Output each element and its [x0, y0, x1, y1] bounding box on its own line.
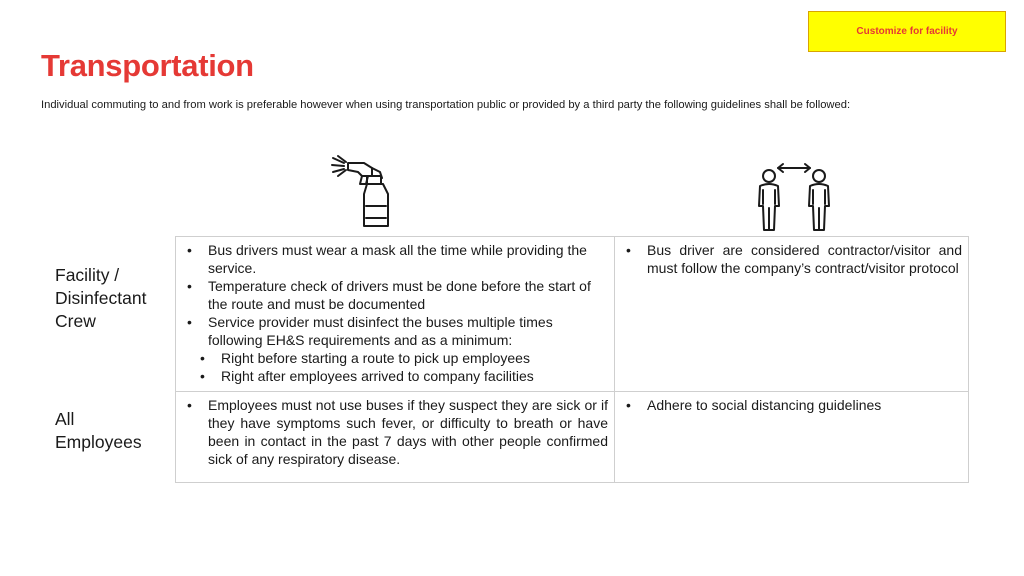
- facility-crew-right-cell: [615, 237, 969, 392]
- list-item: • Bus drivers must wear a mask all the time while providing the service.: [182, 241, 608, 277]
- customize-badge-label: Customize for facility: [856, 26, 958, 37]
- table-row: [176, 237, 969, 392]
- sub-list-item: • Right before starting a route to pick up employees: [195, 349, 608, 367]
- list-item: • Temperature check of drivers must be done before the start of the route and must be documented: [182, 277, 608, 313]
- list-item: • Adhere to social distancing guidelines: [621, 396, 962, 414]
- guidelines-table: [175, 236, 969, 483]
- customize-badge: [808, 11, 1006, 52]
- spray-bottle-icon: [330, 154, 396, 230]
- all-employees-right-cell: [615, 392, 969, 483]
- social-distancing-icon: [752, 160, 836, 232]
- page-subtitle: Individual commuting to and from work is preferable however when using transportation public or provided by a third party the following guidelines shall be followed:: [41, 99, 851, 111]
- row-label-all-employees: All Employees: [55, 409, 142, 452]
- list-item: • Service provider must disinfect the buses multiple times following EH&S requirements and as a minimum:: [182, 313, 608, 349]
- facility-crew-left-cell: [176, 237, 615, 392]
- row-label-facility-crew: Facility / Disinfectant Crew: [55, 265, 147, 331]
- page-title: Transportation: [41, 48, 254, 83]
- table-row: [176, 392, 969, 483]
- list-item: • Bus driver are considered contractor/visitor and must follow the company’s contract/visitor protocol: [621, 241, 962, 277]
- list-item: • Employees must not use buses if they suspect they are sick or if they have symptoms such fever, or difficulty to breath or have been in contact in the past 7 days with other people confirmed sick of any respiratory disease.: [182, 396, 608, 468]
- sub-list-item: • Right after employees arrived to company facilities: [195, 367, 608, 385]
- all-employees-left-cell: [176, 392, 615, 483]
